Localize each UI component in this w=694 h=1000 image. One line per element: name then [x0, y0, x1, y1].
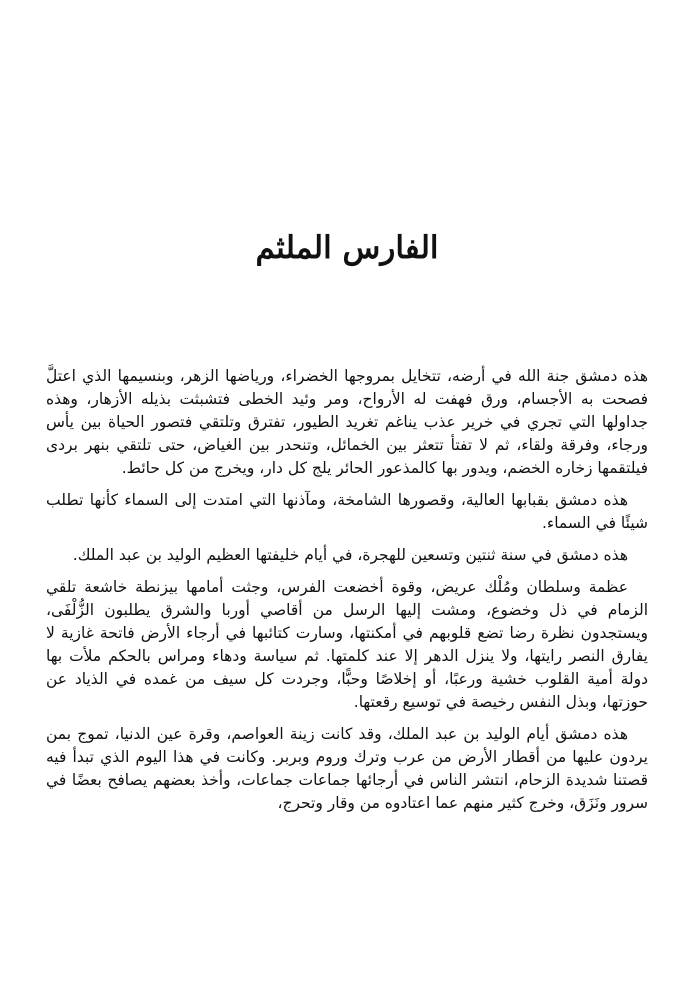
paragraph: هذه دمشق في سنة ثنتين وتسعين للهجرة، في أيام خليفتها العظيم الوليد بن عبد الملك.: [72, 546, 628, 564]
chapter-body: [46, 365, 648, 824]
paragraph: عظمة وسلطان ومُلْك عريض، وقوة أخضعت الفرس، وجثت أمامها بيزنطة خاشعة تلقي الزمام في ذل وخضوع، ومشت إليها الرسل من أقاصي أوربا والشرق يطلبون الزُّلْفَى، ويستجدون نظرة رضا تضع قلوبهم في أمكنتها، وسارت كتائبها في أرجاء الأرض فاتحة غازية لا يفارق النصر رايتها، ولا ينزل الدهر إلا عند كلمتها. ثم سياسة ودهاء ومراس بالحكم ملأت بها دولة أمية القلوب خشية ورعبًا، أو إخلاصًا وحبًّا، وجردت كل سيف من غمده في الذياد عن حوزتها، وبذل النفس رخيصة في توسيع رقعتها.: [46, 578, 648, 711]
chapter-title: الفارس الملثم: [255, 230, 439, 266]
paragraph: هذه دمشق جنة الله في أرضه، تتخايل بمروجها الخضراء، ورياضها الزهر، وبنسيمها الذي اعتلَّ فصحت به الأجسام، ورق فهفت له الأرواح، ومر وئيد الخطى فتشبثت بذيله الأزهار، وهذه جداولها التي تجري في خرير عذب يناغم تغريد الطيور، تفترق وتلتقي فتصور الحياة بين يأس ورجاء، وفرقة ولقاء، ثم لا تفتأ تتعثر بين الخمائل، وتنحدر بين الغياض، حتى تلتقي بنهر بردى فيلتقمها زخاره الخضم، ويدور بها كالمذعور الحائر يلج كل دار، ويخرج من كل حائط.: [46, 367, 648, 477]
paragraph: هذه دمشق بقبابها العالية، وقصورها الشامخة، ومآذنها التي امتدت إلى السماء كأنها تطلب شيئًا في السماء.: [46, 491, 648, 532]
paragraph: هذه دمشق أيام الوليد بن عبد الملك، وقد كانت زينة العواصم، وقرة عين الدنيا، تموج بمن يردون عليها من أقطار الأرض من عرب وترك وروم وبربر. وكانت في هذا اليوم الذي تبدأ فيه قصتنا شديدة الزحام، انتشر الناس في أرجائها جماعات جماعات، وأخذ بعضهم يصافح بعضًا في سرور ونَزَق، وخرج كثير منهم عما اعتادوه من وقار وتحرج،: [46, 725, 648, 812]
